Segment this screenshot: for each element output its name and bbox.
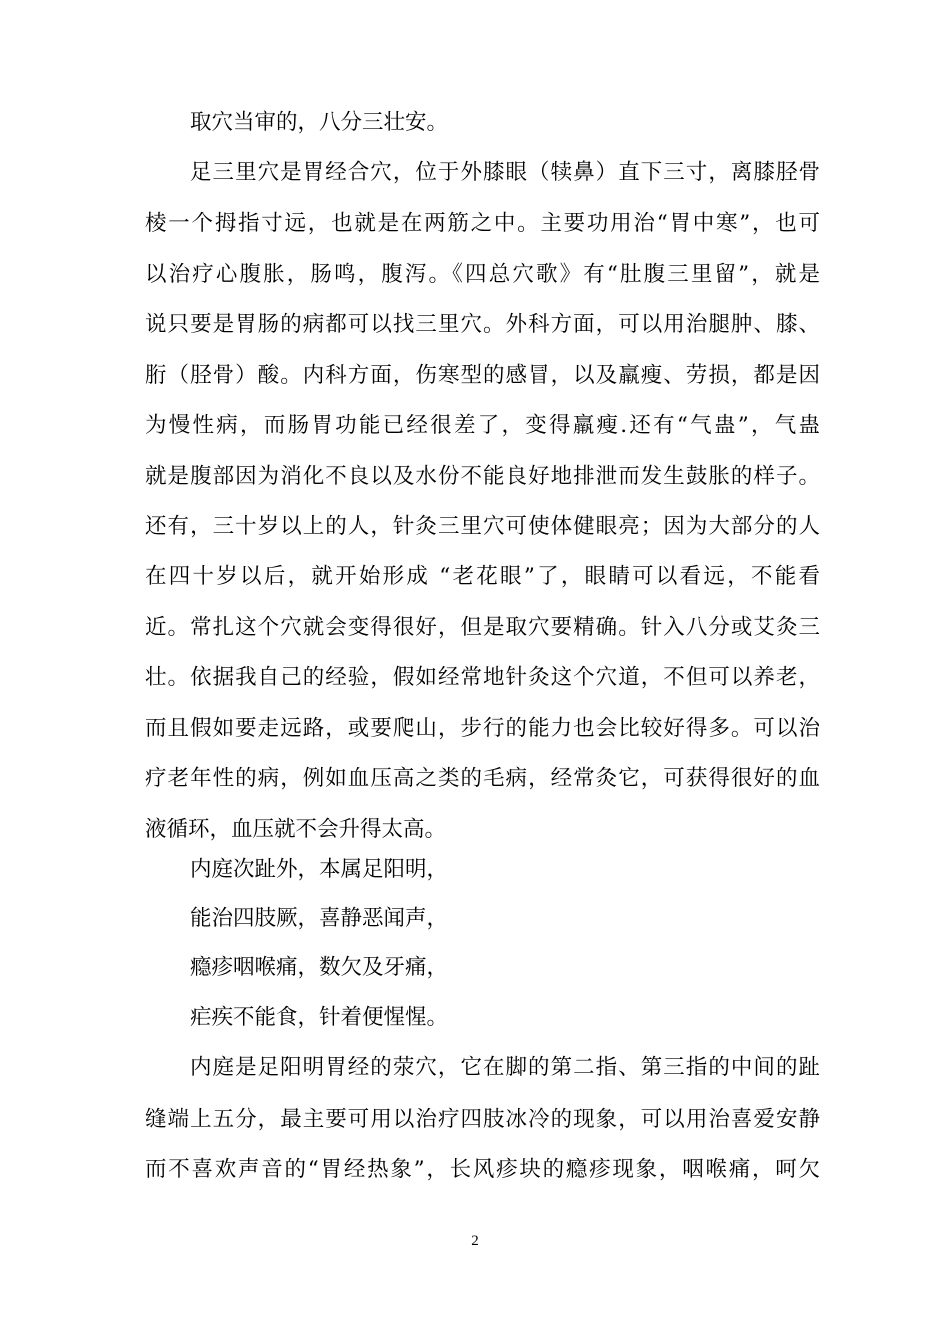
text-line: 缝端上五分，最主要可用以治疗四肢冰冷的现象，可以用治喜爱安静: [145, 1107, 820, 1132]
text-line: 以治疗心腹胀，肠鸣，腹泻。《四总穴歌》有“肚腹三里留”，就是: [145, 262, 820, 287]
text-line: 液循环，血压就不会升得太高。: [145, 817, 447, 842]
text-line: 内庭是足阳明胃经的荥穴，它在脚的第二指、第三指的中间的趾: [190, 1055, 820, 1080]
verse-line: 能治四肢厥，喜静恶闻声，: [190, 906, 449, 931]
text-line: 胻（胫骨）酸。内科方面，伤寒型的感冒，以及羸瘦、劳损，都是因: [145, 363, 820, 388]
text-line: 就是腹部因为消化不良以及水份不能良好地排泄而发生鼓胀的样子。: [145, 464, 820, 489]
verse-line: 瘾疹咽喉痛，数欠及牙痛，: [190, 955, 449, 980]
verse-line: 内庭次趾外，本属足阳明，: [190, 857, 449, 882]
text-line: 取穴当审的，八分三壮安。: [190, 110, 449, 135]
text-line: 而且假如要走远路，或要爬山，步行的能力也会比较好得多。可以治: [145, 716, 820, 741]
text-line: 近。常扎这个穴就会变得很好，但是取穴要精确。针入八分或艾灸三: [145, 615, 820, 640]
text-line: 而不喜欢声音的“胃经热象”，长风疹块的瘾疹现象，咽喉痛，呵欠: [145, 1157, 820, 1182]
text-line: 壮。依据我自己的经验，假如经常地针灸这个穴道，不但可以养老，: [145, 665, 820, 690]
text-line: 在四十岁以后，就开始形成 “老花眼”了，眼睛可以看远，不能看: [145, 564, 820, 589]
text-line: 足三里穴是胃经合穴，位于外膝眼（犊鼻）直下三寸，离膝胫骨: [190, 160, 820, 185]
text-line: 疗老年性的病，例如血压高之类的毛病，经常灸它，可获得很好的血: [145, 766, 820, 791]
verse-line: 疟疾不能食，针着便惺惺。: [190, 1005, 449, 1030]
text-line: 说只要是胃肠的病都可以找三里穴。外科方面，可以用治腿肿、膝、: [145, 312, 820, 337]
text-line: 为慢性病，而肠胃功能已经很差了，变得羸瘦.还有“气蛊”，气蛊: [145, 413, 820, 438]
text-line: 还有，三十岁以上的人，针灸三里穴可使体健眼亮；因为大部分的人: [145, 514, 820, 539]
page-number: 2: [471, 1233, 479, 1249]
text-line: 棱一个拇指寸远，也就是在两筋之中。主要功用治“胃中寒”，也可: [145, 211, 820, 236]
